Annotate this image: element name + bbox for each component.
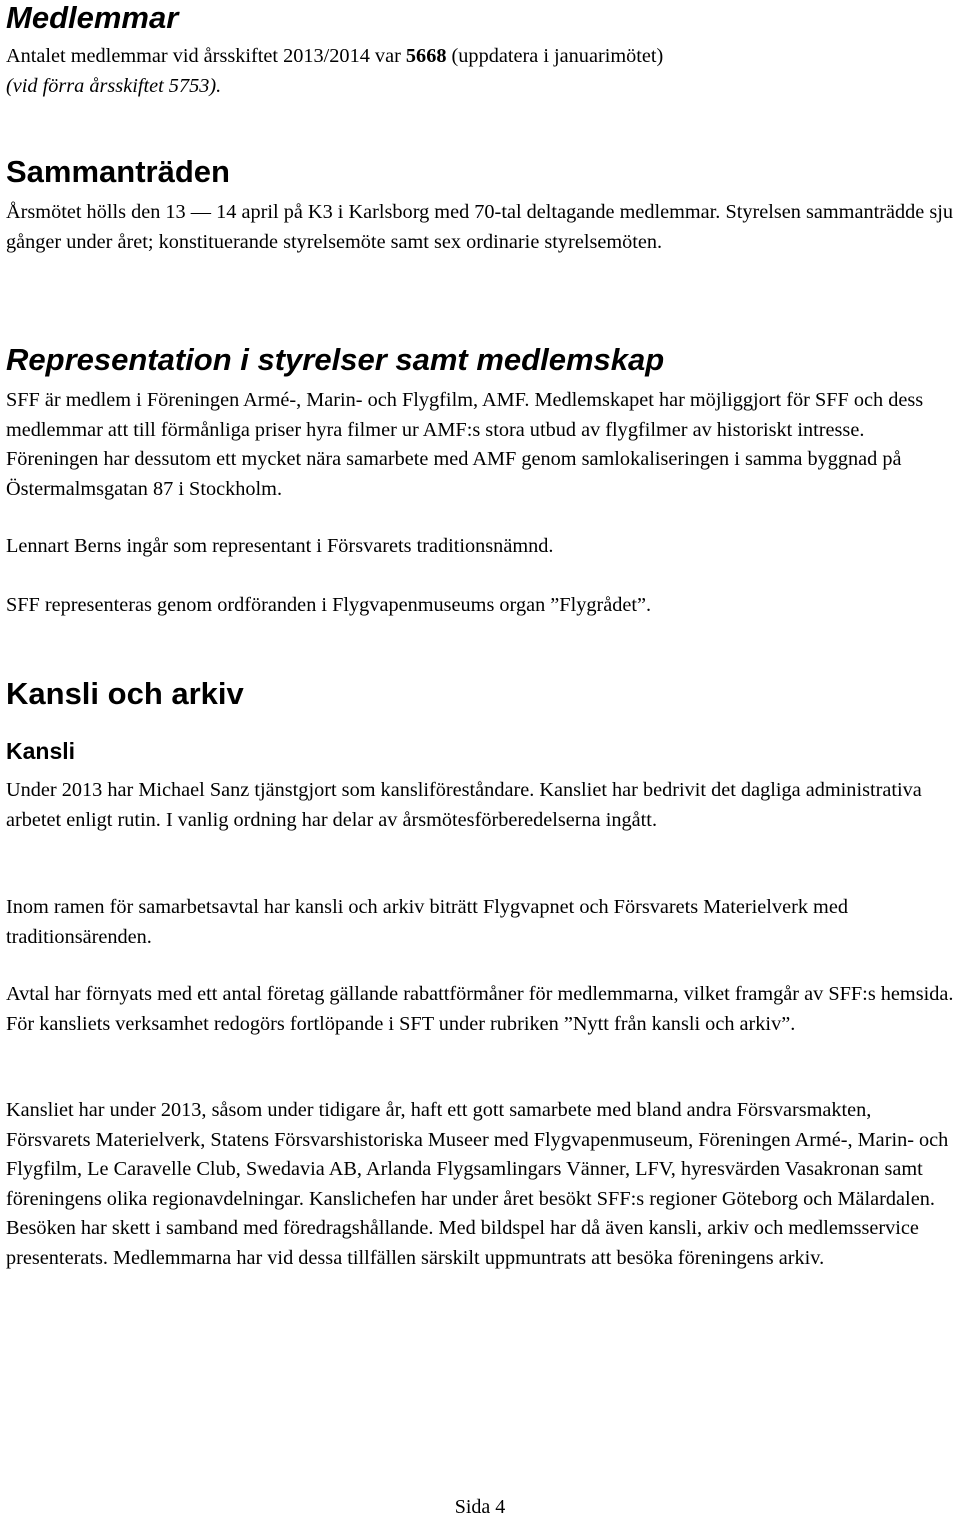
- paragraph-kansli-staff: Under 2013 har Michael Sanz tjänstgjort som kansliföreståndare. Kansliet har bedrivit det dagliga administrativa arbetet enligt rutin. I vanlig ordning har delar av årsmötesförberedelserna ingått.: [6, 779, 922, 831]
- page-number: Sida 4: [454, 1496, 506, 1518]
- paragraph-representation-berns: Lennart Berns ingår som representant i Försvarets traditionsnämnd.: [6, 535, 554, 557]
- paragraph-kansli-cooperation: Kansliet har under 2013, såsom under tidigare år, haft ett gott samarbete med bland andra Försvarsmakten, Försvarets Materielverk, Statens Försvarshistoriska Museer med Flygvapenmuseum, Föreningen Armé-, Marin- och Flygfilm, Le Caravelle Club, Swedavia AB, Arlanda Flygsamlingars Vänner, LFV, hyresvärden Vasakronan samt föreningens olika regionavdelningar. Kanslichefen har under året besökt SFF:s regioner Göteborg och Mälardalen. Besöken har skett i samband med föredragshållande. Med bildspel har då även kansli, arkiv och medlemsservice presenterats. Medlemmarna har vid dessa tillfällen särskilt uppmuntrats att besöka föreningens arkiv.: [6, 1099, 949, 1269]
- paragraph-kansli-discounts: Avtal har förnyats med ett antal företag gällande rabattförmåner för medlemmarna, vilket framgår av SFF:s hemsida. För kansliets verksamhet redogörs fortlöpande i SFT under rubriken ”Nytt från kansli och arkiv”.: [6, 983, 954, 1035]
- text-members-count-intro: Antalet medlemmar vid årsskiftet 2013/2014 var: [6, 45, 406, 67]
- heading-medlemmar: Medlemmar: [6, 0, 179, 35]
- heading-representation: Representation i styrelser samt medlemskap: [6, 342, 665, 377]
- paragraph-representation-amf: SFF är medlem i Föreningen Armé-, Marin- och Flygfilm, AMF. Medlemskapet har möjliggjort för SFF och dess medlemmar att till förmånliga priser hyra filmer ur AMF:s stora utbud av flygfilmer av historiskt intresse. Föreningen har dessutom ett mycket nära samarbete med AMF genom samlokaliseringen i samma byggnad på Östermalmsgatan 87 i Stockholm.: [6, 389, 924, 500]
- text-members-count: 5668: [405, 45, 447, 67]
- heading-kansli-arkiv: Kansli och arkiv: [6, 676, 244, 711]
- subheading-kansli: Kansli: [6, 738, 76, 764]
- text-members-note: (uppdatera i januarimötet): [446, 45, 664, 67]
- paragraph-sammantraden: Årsmötet hölls den 13 — 14 april på K3 i Karlsborg med 70-tal deltagande medlemmar. Styrelsen sammanträdde sju gånger under året; konstituerande styrelsemöte samt sex ordinarie styrelsemöten.: [6, 201, 953, 253]
- paragraph-medlemmar: [6, 42, 954, 101]
- heading-sammantraden: Sammanträden: [6, 154, 230, 189]
- paragraph-kansli-agreement: Inom ramen för samarbetsavtal har kansli och arkiv biträtt Flygvapnet och Försvarets Materielverk med traditionsärenden.: [6, 896, 848, 948]
- text-previous-count: (vid förra årsskiftet 5753).: [6, 74, 222, 97]
- paragraph-representation-flygradet: SFF representeras genom ordföranden i Flygvapenmuseums organ ”Flygrådet”.: [6, 594, 652, 616]
